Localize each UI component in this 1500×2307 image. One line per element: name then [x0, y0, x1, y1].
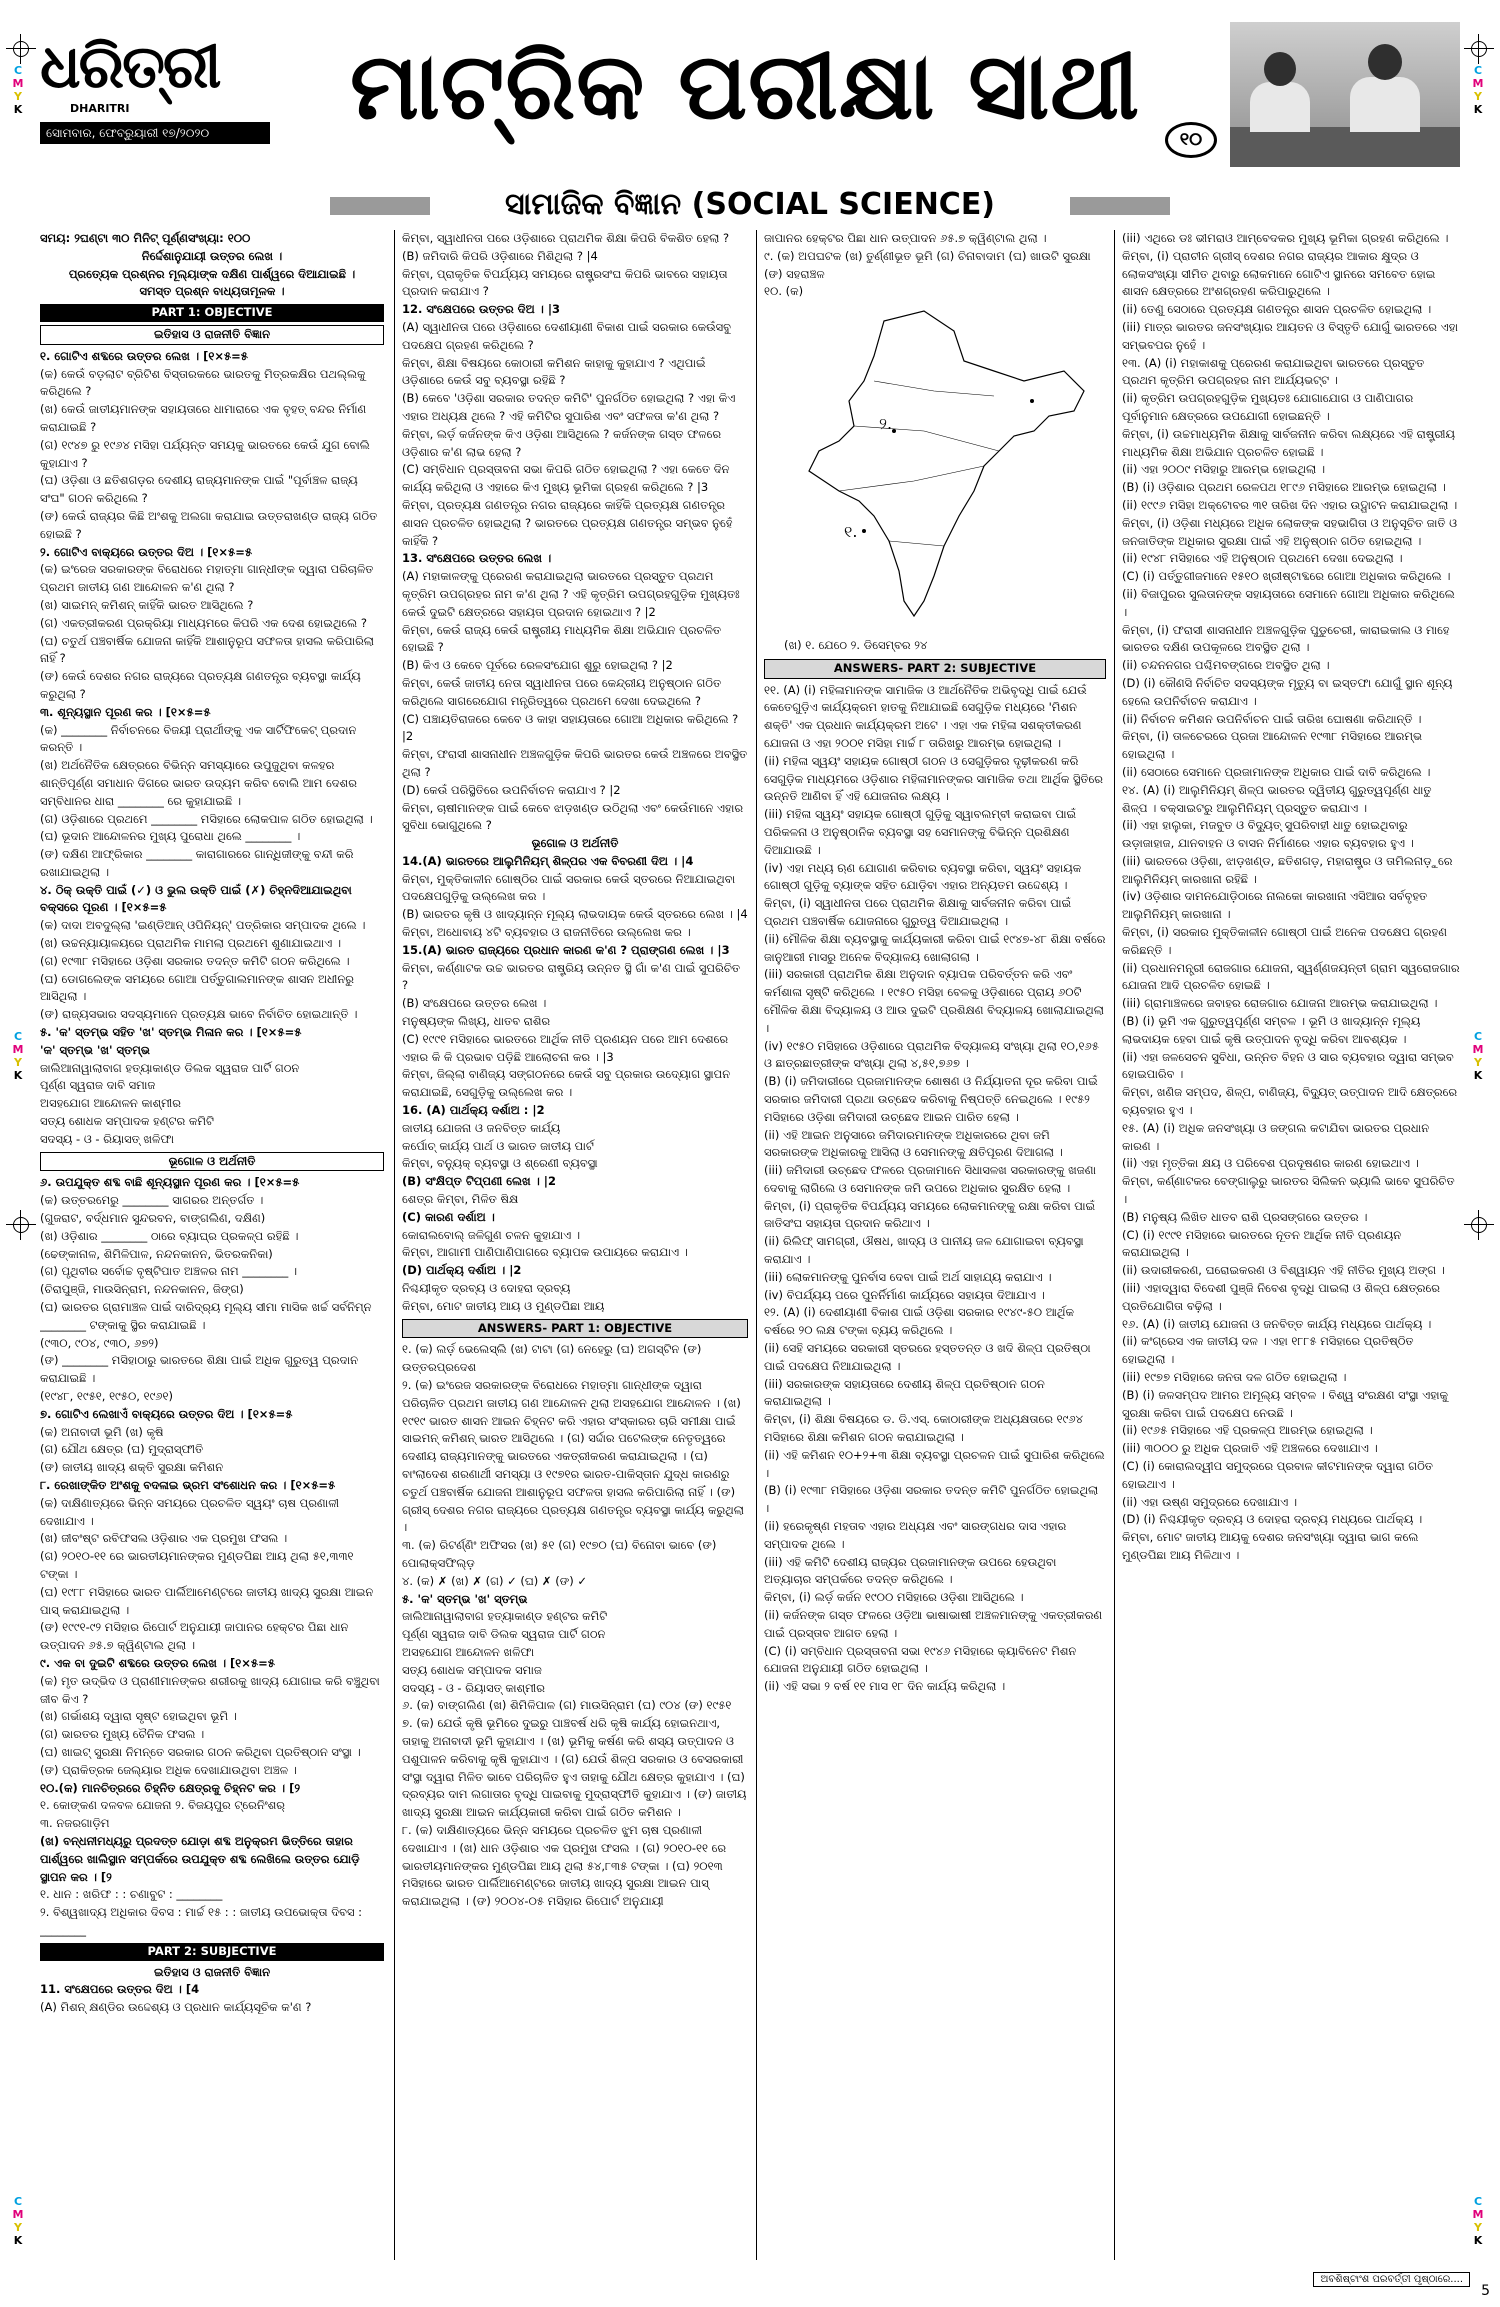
text-line: (ii) ଉଦାରୀକରଣ, ଘରୋଇକରଣ ଓ ବିଶ୍ୱାୟନ ଏହି ନୀତିର ମୁଖ୍ୟ ଅଙ୍ଗ ।: [1122, 1263, 1445, 1278]
text-line: କିମ୍ବା, କେଉଁ ରାଜ୍ୟ କେଉଁ ରାଷ୍ଟ୍ରୀୟ ମାଧ୍ୟମିକ ଶିକ୍ଷା ଅଭିଯାନ ପ୍ରଚଳିତ ହୋଇଛି ?: [402, 622, 722, 655]
desk-shape: [1230, 127, 1460, 167]
text-line: 15.(A) ଭାରତ ରାଜ୍ୟରେ ପ୍ରଧାନ କାରଣ କ'ଣ ? ପ୍ରାଙ୍ଗଣ ଲେଖ । |3: [402, 942, 730, 957]
text-line: (ii) ଏହା ୨୦୦୯ ମସିହାରୁ ଆରମ୍ଭ ହୋଇଥିଲା ।: [1122, 462, 1326, 477]
text-line: (ii) ମହିଳା ସ୍ୱୟଂ ସହାୟକ ଗୋଷ୍ଠୀ ଗଠନ ଓ ସେଗୁଡ଼ିକର ଦୃଢ଼ୀକରଣ କରି ସେଗୁଡ଼ିକ ମାଧ୍ୟମରେ ଓଡ଼ିଶାର ମହିଳାମାନଙ୍କର ସାମାଜିକ ତଥା ଆର୍ଥିକ ସ୍ଥିତିରେ ଉନ୍ନତି ଆଣିବା ହିଁ ଏହି ଯୋଜନାର ଲକ୍ଷ୍ୟ ।: [764, 753, 1104, 804]
text-line: (ii) ସେଠାରେ ସେମାନେ ପ୍ରଜାମାନଙ୍କ ଅଧିକାର ପାଇଁ ଦାବି କରିଥିଲେ ।: [1122, 764, 1431, 779]
text-line: ପୂର୍ଣ୍ଣ ସ୍ୱରାଜ ଦାବି ଡିଲକ ସ୍ୱରାଜ ପାର୍ଟି ଗଠନ: [402, 1627, 606, 1642]
text-line: ୨. ବିଶ୍ୱଖାଦ୍ୟ ଅଧିକାର ଦିବସ : ମାର୍ଚ୍ଚ ୧୫ : : ଜାତୀୟ ଉପଭୋକ୍ତା ଦିବସ : ________: [40, 1905, 362, 1937]
student-figure: [1250, 82, 1310, 132]
text-line: (iii) ୩୦୦୦ ରୁ ଅଧିକ ପ୍ରଜାତି ଏହି ଅଞ୍ଚଳରେ ଦେଖାଯାଏ ।: [1122, 1441, 1378, 1456]
text-line: (ii) ହରେକୃଷ୍ଣ ମହତାବ ଏହାର ଅଧ୍ୟକ୍ଷ ଏବଂ ସାରଙ୍ଗଧର ଦାସ ଏହାର ସମ୍ପାଦକ ଥିଲେ ।: [764, 1519, 1067, 1551]
text-line: (କ) ଦାଦା ଅବଦୁଲ୍ଲା 'ଇଣ୍ଡିଆନ୍ ଓପିନିୟନ୍' ପତ୍ରିକାର ସମ୍ପାଦକ ଥିଲେ ।: [40, 918, 366, 933]
text-line: ୧୪. (A) (i) ଆଲୁମିନିୟମ୍ ଶିଳ୍ପ ଭାରତର ଦ୍ୱିତୀୟ ଗୁରୁତ୍ୱପୂର୍ଣ୍ଣ ଧାତୁ ଶିଳ୍ପ । ବକ୍ସାଇଟରୁ ଆଲୁମିନିୟମ୍ ପ୍ରସ୍ତୁତ କରାଯାଏ ।: [1122, 782, 1432, 815]
text-line: ୪. (କ) ✗ (ଖ) ✗ (ଗ) ✓ (ଘ) ✗ (ଙ) ✓: [402, 1573, 587, 1588]
text-line: ୮. (କ) ଦାକ୍ଷିଣାତ୍ୟରେ ଭିନ୍ନ ସମୟରେ ପ୍ରଚଳିତ ଝୁମ ଚାଷ ପ୍ରଣାଳୀ ଦେଖାଯାଏ । (ଖ) ଧାନ ଓଡ଼ିଶାର ଏକ ପ୍ରମୁଖ ଫସଲ । (ଗ) ୨୦୧୦-୧୧ ରେ ଭାରତୀୟମାନଙ୍କର ମୁଣ୍ଡପିଛା ଆୟ ଥିଲା ୫୪,୮୩୫ ଟଙ୍କା । (ଘ) ୨୦୧୩ ମସିହାରେ ଭାରତ ପାର୍ଲିଆମେଣ୍ଟରେ ଜାତୀୟ ଖାଦ୍ୟ ସୁରକ୍ଷା ଆଇନ ପାସ୍ କରାଯାଇଥିଲା । (ଙ) ୨୦୦୪-୦୫ ମସିହାର ରିପୋର୍ଟ ଅନୁଯାୟୀ: [402, 1822, 727, 1909]
text-line: (ଗ) ଏକତ୍ରୀକରଣ ପ୍ରକ୍ରିୟା ମାଧ୍ୟମରେ କିପରି ଏକ ଦେଶ ହୋଇଥିଲେ ?: [40, 615, 367, 630]
text-line: କିମ୍ବା, କେଉଁ ଜାତୀୟ ନେତା ସ୍ୱାଧୀନତା ପରେ କେନ୍ଦ୍ରୀୟ ଅନୁଷ୍ଠାନ ଗଠିତ କରିଥିଲେ ସାଗରେଯୋଗ ମନ୍ତ୍ରିତ୍ୱରେ ପ୍ରଥମେ ଦେଖା ଦେଇଥିଲେ ?: [402, 675, 722, 708]
state-lines: [839, 381, 999, 546]
text-line: (iii) ମାତ୍ର ଭାରତର ଜନସଂଖ୍ୟାର ଆୟତନ ଓ ବିସ୍ତୃତି ଯୋଗୁଁ ଭାରତରେ ଏହା ସମ୍ଭବପର ନୁହେଁ ।: [1122, 319, 1459, 352]
text-line: ଇତିହାସ ଓ ରାଜନୀତି ବିଜ୍ଞାନ: [153, 1964, 270, 1979]
text-line: କିମ୍ବା, (i) ତାଳଚେରରେ ପ୍ରଜା ଆନ୍ଦୋଳନ ୧୯୩୮ ମସିହାରେ ଆରମ୍ଭ ହୋଇଥିଲା ।: [1122, 729, 1423, 762]
column-divider: [756, 230, 757, 2260]
text-line: (ii) ଏହା ଜଳସେଚନ ସୁବିଧା, ଉନ୍ନତ ବିହନ ଓ ସାର ବ୍ୟବହାର ଦ୍ୱାରା ସମ୍ଭବ ହୋଇପାରିବ ।: [1122, 1049, 1454, 1082]
text-line: (iii) ଏହି କମିଟି ଦେଶୀୟ ରାଜ୍ୟର ପ୍ରଜାମାନଙ୍କ ଉପରେ ହେଉଥିବା ଅତ୍ୟାଚାର ସମ୍ପର୍କରେ ତଦନ୍ତ କରିଥିଲେ ।: [764, 1554, 1057, 1587]
text-line: ୧୦.(କ) ମାନଚିତ୍ରରେ ଚିହ୍ନିତ କ୍ଷେତ୍ରକୁ ଚିହ୍ନଟ କର । [୨: [40, 1780, 301, 1795]
text-line: (ଗ) ପୃଥିବୀର ସର୍ବୋଚ୍ଚ ବୃଷ୍ଟିପାତ ଅଞ୍ଚଳର ନାମ ________ ।: [40, 1264, 298, 1279]
text-line: ୧୦. (କ): [764, 284, 804, 299]
text-line: କିମ୍ବା, (i) ପ୍ରାକୃତିକ ବିପର୍ଯ୍ୟୟ ସମୟରେ ଲୋକମାନଙ୍କୁ ରକ୍ଷା କରିବା ପାଇଁ ଜାତିସଂଘ ସହାୟତା ପ୍ରଦାନ କରିଥାଏ ।: [764, 1198, 1096, 1231]
text-line: (ii) ୧୯୯୬ ମସିହା ଅକ୍ଟୋବର ୩୧ ତାରିଖ ଦିନ ଏହାର ଉଦ୍ଘାଟନ କରାଯାଇଥିଲା ।: [1122, 497, 1458, 512]
text-line: ମନୁଷ୍ୟଙ୍କ ଲିଖ୍ୟ, ଧାତବ ରାଶିର: [402, 1014, 551, 1029]
column-1: [40, 230, 384, 2260]
text-line: (ଙ) ରାଜ୍ୟସଭାର ସଦସ୍ୟମାନେ ପ୍ରତ୍ୟକ୍ଷ ଭାବେ ନିର୍ବାଚିତ ହୋଇଥାନ୍ତି ।: [40, 1007, 358, 1022]
text-line: କିମ୍ବା, ଖଣିଜ ସମ୍ପଦ, ଶିଳ୍ପ, ବାଣିଜ୍ୟ, ବିଦ୍ୟୁତ୍ ଉତ୍ପାଦନ ଆଦି କ୍ଷେତ୍ରରେ ବ୍ୟବହାର ହୁଏ ।: [1122, 1085, 1458, 1118]
text-line: (C) (i) କୋରାଲଦ୍ୱୀପ ସମୁଦ୍ରରେ ପ୍ରବାଳ କୀଟମାନଙ୍କ ଦ୍ୱାରା ଗଠିତ ହୋଇଥାଏ ।: [1122, 1458, 1433, 1491]
text-line: (ଖ) ଉଚ୍ଚନ୍ୟାୟାଳୟରେ ପ୍ରାଥମିକ ମାମଲା ପ୍ରଥମେ ଶୁଣାଯାଇଥାଏ ।: [40, 936, 342, 951]
text-line: (C) ସମ୍ବିଧାନ ପ୍ରସ୍ତାବନା ସଭା କିପରି ଗଠିତ ହୋଇଥିଲା ? ଏହା କେତେ ଦିନ କାର୍ଯ୍ୟ କରିଥିଲା ଓ ଏହାରେ କିଏ ମୁଖ୍ୟ ଭୂମିକା ଗ୍ରହଣ କରିଥିଲେ ? |3: [402, 462, 730, 495]
text-line: କିମ୍ବା, (i) ଲର୍ଡ଼ କର୍ଜନ ୧୯୦୦ ମସିହାରେ ଓଡ଼ିଶା ଆସିଥିଲେ ।: [764, 1590, 1024, 1605]
text-line: କିମ୍ବା, (i) ପ୍ରାଚୀନ ଗ୍ରୀସ୍ ଦେଶର ନଗର ରାଜ୍ୟର ଆକାର କ୍ଷୁଦ୍ର ଓ ଲୋକସଂଖ୍ୟା ସୀମିତ ଥିବାରୁ ଲୋକମାନେ ଗୋଟିଏ ସ୍ଥାନରେ ସମବେତ ହୋଇ ଶାସନ କ୍ଷେତ୍ରରେ ଅଂଶଗ୍ରହଣ କରିପାରୁଥିଲେ ।: [1122, 248, 1436, 299]
text-line: ପୂର୍ଣ୍ଣ ସ୍ୱରାଜ ଦାବି ସମାଜ: [40, 1078, 156, 1093]
text-line: (ଘ) ଓଡ଼ିଶା ଓ ଛତିଶଗଡ଼ର ଦେଶୀୟ ରାଜ୍ୟମାନଙ୍କ ପାଇଁ "ପୂର୍ବାଞ୍ଚଳ ରାଜ୍ୟ ସଂଘ" ଗଠନ କରିଥିଲେ ?: [40, 473, 358, 506]
text-line: (C) (i) ସମ୍ବିଧାନ ପ୍ରସ୍ତାବନା ସଭା ୧୯୪୬ ମସିହାରେ କ୍ୟାବିନେଟ ମିଶନ ଯୋଜନା ଅନୁଯାୟୀ ଗଠିତ ହୋଇଥିଲା ।: [764, 1643, 1077, 1676]
text-line: (ଖ) ଅର୍ଥନୈତିକ କ୍ଷେତ୍ରରେ ବିଭିନ୍ନ ସମସ୍ୟାରେ ଉପୁଜୁଥିବା କଳହର ଶାନ୍ତିପୂର୍ଣ୍ଣ ସମାଧାନ ଦିଗରେ ଭାରତ ଉଦ୍ୟମ କରିବ ବୋଲି ଆମ ଦେଶର ସମ୍ବିଧାନର ଧାରା ________ ରେ କୁହାଯାଇଛି ।: [40, 758, 357, 808]
text-line: (ii) ୧୯୪୮ ମସିହାରେ ଏହି ଅନୁଷ୍ଠାନ ପ୍ରଥମେ ଦେଖା ଦେଇଥିଲା ।: [1122, 551, 1403, 566]
text-line: ନିର୍ଦ୍ଦେଶାନୁଯାୟୀ ଉତ୍ତର ଲେଖ ।: [141, 248, 283, 263]
text-line: (ii) ରିଲିଫ୍ ସାମଗ୍ରୀ, ଔଷଧ, ଖାଦ୍ୟ ଓ ପାନୀୟ ଜଳ ଯୋଗାଇବା ବ୍ୟବସ୍ଥା କରାଯାଏ ।: [764, 1234, 1084, 1267]
text-line: ୨. (କ) ଇଂରେଜ ସରକାରଙ୍କ ବିରୋଧରେ ମହାତ୍ମା ଗାନ୍ଧୀଙ୍କ ଦ୍ୱାରା ପରିଚାଳିତ ପ୍ରଥମ ଜାତୀୟ ଗଣ ଆନ୍ଦୋଳନ ଥିଲା ଅସହଯୋଗ ଆନ୍ଦୋଳନ । (ଖ) ୧୯୧୯ ଭାରତ ଶାସନ ଆଇନ ଚିହ୍ନଟ କରି ଏହାର ସଂସ୍କାରର ଚାରି ସମୀକ୍ଷା ପାଇଁ ସାଇମନ୍ କମିଶନ୍ ଭାରତ ଆସିଥିଲେ । (ଗ) ସର୍ଦ୍ଦାର ପଟେଲଙ୍କ ନେତୃତ୍ୱରେ ଦେଶୀୟ ରାଜ୍ୟମାନଙ୍କୁ ଭାରତରେ ଏକତ୍ରୀକରଣ କରାଯାଇଥିଲା । (ଘ) ବାଂଲାଦେଶ ଶରଣାର୍ଥୀ ସମସ୍ୟା ଓ ୧୯୭୧ର ଭାରତ-ପାକିସ୍ତାନ ଯୁଦ୍ଧ କାରଣରୁ ଚତୁର୍ଥ ପଞ୍ଚବାର୍ଷିକ ଯୋଜନା ଆଶାନୁରୂପ ସଫଳତା ହାସଲ କରିପାରିଲା ନାହିଁ । (ଙ) ଗ୍ରୀସ୍ ଦେଶର ନଗର ରାଜ୍ୟରେ ପ୍ରତ୍ୟକ୍ଷ ଗଣତନ୍ତ୍ର ବ୍ୟବସ୍ଥା କାର୍ଯ୍ୟ କରୁଥିଲା ।: [402, 1378, 744, 1535]
text-line: (iv) ୧୯୫୦ ମସିହାରେ ଓଡ଼ିଶାରେ ପ୍ରାଥମିକ ବିଦ୍ୟାଳୟ ସଂଖ୍ୟା ଥିଲା ୧୦,୧୬୫ ଓ ଛାତ୍ରଛାତ୍ରୀଙ୍କ ସଂଖ୍ୟା ଥିଲା ୪,୫୧,୭୬୭ ।: [764, 1038, 1099, 1071]
text-line: (ଘ) ଖାଇଟ୍ ସୁରକ୍ଷା ନିମନ୍ତେ ସରକାର ଗଠନ କରିଥିବା ପ୍ରତିଷ୍ଠାନ ସଂସ୍ଥା ।: [40, 1744, 361, 1759]
text-line: 14.(A) ଭାରତରେ ଆଲୁମିନିୟମ୍ ଶିଳ୍ପର ଏକ ବିବରଣୀ ଦିଅ । |4: [402, 853, 694, 868]
text-line: (D) କେଉଁ ପରିସ୍ଥିତିରେ ଉପନିର୍ବାଚନ କରାଯାଏ ? |2: [402, 782, 621, 797]
text-line: (କ) ଇଂରେଜ ସରକାରଙ୍କ ବିରୋଧରେ ମହାତ୍ମା ଗାନ୍ଧୀଙ୍କ ଦ୍ୱାରା ପରିଚାଳିତ ପ୍ରଥମ ଜାତୀୟ ଗଣ ଆନ୍ଦୋଳନ କ'ଣ ଥିଲା ?: [40, 562, 374, 595]
text-line: ଅସହଯୋଗ ଆନ୍ଦୋଳନ ଖଳିଫା: [402, 1644, 535, 1659]
text-line: (ଙ) ________ ମସିହାଠାରୁ ଭାରତରେ ଶିକ୍ଷା ପାଇଁ ଅଧିକ ଗୁରୁତ୍ୱ ପ୍ରଦାନ କରାଯାଇଛି ।: [40, 1353, 359, 1386]
text-line: (iv) ଓଡ଼ିଶାର ଦାମନଯୋଡ଼ିଠାରେ ନାଲକୋ କାରଖାନା ଏସିଆର ସର୍ବବୃହତ ଆଲୁମିନିୟମ୍ କାରଖାନା ।: [1122, 889, 1428, 922]
part-heading: PART 2: SUBJECTIVE: [40, 1943, 384, 1961]
header-bar-right: [1070, 197, 1170, 215]
text-line: (ଢେଙ୍କାନାଳ, ଶିମିଳିପାଳ, ନନ୍ଦନକାନନ, ଭିତରକନିକା): [40, 1246, 273, 1261]
text-line: ୧୬. (A) (i) ଜାତୀୟ ଯୋଜନା ଓ ଜନବିତ୍ତ କାର୍ଯ୍ୟ ମଧ୍ୟରେ ପାର୍ଥକ୍ୟ ।: [1122, 1316, 1432, 1331]
text-line: (ଙ) ୧୯୯୧-୯୨ ମସିହାର ରିପୋର୍ଟ ଅନୁଯାୟୀ ଜାପାନର ହେକ୍ଟର ପିଛା ଧାନ ଉତ୍ପାଦନ ୬୫.୭ କ୍ୱିଣ୍ଟାଲ ଥିଲା ।: [40, 1620, 349, 1653]
text-line: (ii) ପ୍ରଧାନମନ୍ତ୍ରୀ ରୋଜଗାର ଯୋଜନା, ସ୍ୱର୍ଣ୍ଣଜୟନ୍ତୀ ଗ୍ରାମ ସ୍ୱରୋଜଗାର ଯୋଜନା ଆଦି ପ୍ରଚଳିତ ହୋଇଛି ।: [1122, 960, 1460, 993]
part-heading: PART 1: OBJECTIVE: [40, 304, 384, 322]
text-line: ପ୍ରତ୍ୟେକ ପ୍ରଶ୍ନର ମୂଲ୍ୟାଙ୍କ ଦକ୍ଷିଣ ପାର୍ଶ୍ୱରେ ଦିଆଯାଇଛି ।: [68, 266, 356, 281]
color-bar: C M Y K: [12, 64, 24, 116]
text-line: (ii) ତେଣୁ ସେଠାରେ ପ୍ରତ୍ୟକ୍ଷ ଗଣତନ୍ତ୍ର ଶାସନ ପ୍ରଚଳିତ ହୋଇଥିଲା ।: [1122, 302, 1432, 317]
text-line: କିମ୍ବା, (i) ସରକାର ମୁକ୍ତିକାଳୀନ ଗୋଷ୍ଠୀ ପାଇଁ ଅନେକ ପଦକ୍ଷେପ ଗ୍ରହଣ କରିଛନ୍ତି ।: [1122, 925, 1447, 957]
text-line: (B) (i) ଜଳସମ୍ପଦ ଆମର ଅମୂଲ୍ୟ ସମ୍ବଳ । ବିଶ୍ୱ ସଂରକ୍ଷଣ ସଂସ୍ଥା ଏହାକୁ ସୁରକ୍ଷା କରିବା ପାଇଁ ପଦକ୍ଷେପ ନେଉଛି ।: [1122, 1387, 1449, 1420]
text-line: (ii) କଂଗ୍ରେସ ଏକ ଜାତୀୟ ଦଳ । ଏହା ୧୮୮୫ ମସିହାରେ ପ୍ରତିଷ୍ଠିତ ହୋଇଥିଲା ।: [1122, 1334, 1414, 1367]
text-line: (C) ୧୯୯୧ ମସିହାରେ ଭାରତରେ ଆର୍ଥିକ ନୀତି ପ୍ରଣୟନ ପରେ ଆମ ଦେଶରେ ଏହାର କି କି ପ୍ରଭାବ ପଡ଼ିଛି ଆଲୋଚନା କର । |3: [402, 1031, 729, 1064]
text-line: (C) (i) ୧୯୯୧ ମସିହାରେ ଭାରତରେ ନୂତନ ଆର୍ଥିକ ନୀତି ପ୍ରଣୟନ କରାଯାଇଥିଲା ।: [1122, 1227, 1402, 1260]
text-line: ଅସହଯୋଗ ଆନ୍ଦୋଳନ କାଶ୍ମୀର: [40, 1096, 182, 1111]
text-line: ୧. (କ) ଲର୍ଡ଼ ଭେଲେସ୍ଲି (ଖ) ଟାଟା (ଗ) ନେହେରୁ (ଘ) ଅଗସ୍ଟିନ (ଙ) ଉତ୍ତରପ୍ରଦେଶ: [402, 1342, 702, 1375]
section-header: [330, 185, 1170, 225]
continued-note: ଅବଶିଷ୍ଟାଂଶ ପରବର୍ତ୍ତୀ ପୃଷ୍ଠାରେ....: [1313, 2272, 1470, 2287]
color-bar: C M Y K: [12, 2195, 24, 2247]
logo-text: ଧରିତ୍ରୀ: [40, 32, 220, 102]
page-title: ମାଟ୍ରିକ ପରୀକ୍ଷା ସାଥୀ: [349, 33, 1141, 140]
text-line: (ii) ବିଜାପୁରର ସୁଲତାନଙ୍କ ସହାୟତାରେ ସେମାନେ ଗୋଆ ଅଧିକାର କରିଥିଲେ ।: [1122, 586, 1455, 619]
answers-heading: ANSWERS- PART 1: OBJECTIVE: [402, 1319, 748, 1339]
text-line: ସତ୍ୟ ଶୋଧକ ସମ୍ପାଦକ ସମାଜ: [402, 1662, 542, 1677]
map-point-2: [892, 429, 896, 433]
text-line: ୧୧. (A) (i) ମହିଳାମାନଙ୍କ ସାମାଜିକ ଓ ଆର୍ଥନୈତିକ ଅଭିବୃଦ୍ଧି ପାଇଁ ଯେଉଁ କେତେଗୁଡ଼ିଏ କାର୍ଯ୍ୟକ୍ରମ ହାତକୁ ନିଆଯାଇଛି ସେଗୁଡ଼ିକ ମଧ୍ୟରେ 'ମିଶନ ଶକ୍ତି' ଏକ ପ୍ରଧାନ କାର୍ଯ୍ୟକ୍ରମ ଅଟେ । ଏହା ଏକ ମହିଳା ସଶକ୍ତୀକରଣ ଯୋଜନା ଓ ଏହା ୨୦୦୧ ମସିହା ମାର୍ଚ୍ଚ ୮ ତାରିଖରୁ ଆରମ୍ଭ ହୋଇଥିଲା ।: [764, 682, 1087, 750]
text-line: (ଚିରାପୁଞ୍ଜି, ମାଉସିନ୍ରାମ, ନନ୍ଦନକାନନ, ଜିଙ୍ଗ): [40, 1282, 244, 1297]
text-line: (iii) ଭାରତରେ ଓଡ଼ିଶା, ଝାଡ଼ଖଣ୍ଡ, ଛତିଶଗଡ଼, ମହାରାଷ୍ଟ୍ର ଓ ତାମିଲନାଡ଼ୁରେ ଆଲୁମିନିୟମ୍ କାରଖାନା ରହିଛି ।: [1122, 853, 1453, 886]
text-line: ୩. ଶୂନ୍ୟସ୍ଥାନ ପୂରଣ କର । [୧×୫=୫: [40, 704, 211, 719]
color-bar: C M Y K: [1472, 2195, 1484, 2247]
column-3: [764, 230, 1106, 2260]
text-line: (D) (i) କୌଣସି ନିର୍ବାଚିତ ସଦସ୍ୟଙ୍କ ମୃତ୍ୟୁ ବା ଇସ୍ତଫା ଯୋଗୁଁ ସ୍ଥାନ ଶୂନ୍ୟ ହେଲେ ଉପନିର୍ବାଚନ କରାଯାଏ ।: [1122, 675, 1453, 708]
text-line: (ଙ) ଜାତୀୟ ଖାଦ୍ୟ ଶକ୍ତି ସୁରକ୍ଷା କମିଶନ: [40, 1460, 224, 1475]
text-line: (ଗ) ଯୌଥ କ୍ଷେତ୍ର (ଘ) ମୁଦ୍ରାସ୍ଫୀତି: [40, 1442, 204, 1457]
text-line: (iii) ଲୋକମାନଙ୍କୁ ପୁନର୍ବାସ ଦେବା ପାଇଁ ଅର୍ଥ ସାହାଯ୍ୟ କରାଯାଏ ।: [764, 1269, 1052, 1284]
column-3-answers: [764, 659, 1106, 1696]
text-line: କିମ୍ବା, (i) ଶିକ୍ଷା ବିଷୟରେ ଡ. ଡି.ଏସ୍. କୋଠାରୀଙ୍କ ଅଧ୍ୟକ୍ଷତାରେ ୧୯୬୪ ମସିହାରେ ଶିକ୍ଷା କମିଶନ ଗଠନ କରାଯାଇଥିଲା ।: [764, 1412, 1083, 1445]
text-line: (B) (i) ଭୂମି ଏକ ଗୁରୁତ୍ୱପୂର୍ଣ୍ଣ ସମ୍ବଳ । ଭୂମି ଓ ଖାଦ୍ୟାନ୍ନ ମୂଲ୍ୟ ଲାଭଦାୟକ ହେବା ପାଇଁ କୃଷି ଉତ୍ପାଦନ ବୃଦ୍ଧି କରିବା ଆବଶ୍ୟକ ।: [1122, 1014, 1421, 1046]
answers-heading: ANSWERS- PART 2: SUBJECTIVE: [764, 659, 1106, 679]
text-line: (B) ସଂକ୍ଷେପରେ ଉତ୍ତର ଲେଖ ।: [402, 996, 547, 1011]
text-line: (ଗୁଜରାଟ, ବର୍ଦ୍ଧମାନ ସୁନ୍ଦରବନ, ବାଙ୍ଗଲିଣ, ଦକ୍ଷିଣ): [40, 1211, 266, 1226]
text-line: ୧୫. (A) (i) ଅଧିକ ଜନସଂଖ୍ୟା ଓ ଜଙ୍ଗଲ କଟାଯିବା ଭାରତର ପ୍ରଧାନ କାରଣ ।: [1122, 1120, 1430, 1153]
text-line: (ଘ) ଚତୁର୍ଥ ପଞ୍ଚବାର୍ଷିକ ଯୋଜନା କାହିଁକି ଆଶାନୁରୂପ ସଫଳତା ହାସଲ କରିପାରିଲା ନାହିଁ ?: [40, 633, 375, 666]
text-line: କିମ୍ବା, ସ୍ୱାଧୀନତା ପରେ ଓଡ଼ିଶାରେ ପ୍ରାଥମିକ ଶିକ୍ଷା କିପରି ବିକଶିତ ହେଲା ?: [402, 231, 730, 245]
text-line: (କ) ________ ନିର୍ବାଚନରେ ବିଜୟୀ ପ୍ରାର୍ଥୀଙ୍କୁ ଏକ ସାର୍ଟିଫିକେଟ୍ ପ୍ରଦାନ କରନ୍ତି ।: [40, 722, 357, 755]
text-line: 11. ସଂକ୍ଷେପରେ ଉତ୍ତର ଦିଅ । [4: [40, 1982, 200, 1997]
text-line: 'କ' ସ୍ତମ୍ଭ 'ଖ' ସ୍ତମ୍ଭ: [40, 1042, 150, 1057]
color-bar: C M Y K: [1472, 1030, 1484, 1082]
header-bar-left: [330, 197, 430, 215]
text-line: ୧. ଗୋଟିଏ ଶବ୍ଦରେ ଉତ୍ତର ଲେଖ । [୧×୫=୫: [40, 348, 248, 363]
text-line: (C) କାରଣ ଦର୍ଶାଅ ।: [402, 1209, 495, 1224]
text-line: 16. (A) ପାର୍ଥକ୍ୟ ଦର୍ଶାଅ : |2: [402, 1103, 545, 1118]
student-head: [1264, 52, 1296, 86]
text-line: ୩. (କ) ରିଟର୍ଣ୍ଣିଂ ଅଫିସର (ଖ) ୫୧ (ଗ) ୧୯୭୦ (ଘ) ବିନୋବା ଭାବେ (ଙ) ପୋଲାକ୍ସଫିଲ୍ଡ଼: [402, 1538, 717, 1570]
map-label-1: ୨.: [879, 414, 893, 434]
text-line: (A) ସ୍ୱାଧୀନତା ପରେ ଓଡ଼ିଶାରେ ଦେଶୀୟାଣୀ ବିକାଶ ପାଇଁ ସରକାର କେଉଁସବୁ ପଦକ୍ଷେପ ଗ୍ରହଣ କରିଥିଲେ ?: [402, 319, 732, 352]
column-divider: [394, 230, 395, 2260]
text-line: ସତ୍ୟ ଶୋଧକ ସମ୍ପାଦକ ହଣ୍ଟର କମିଟି: [40, 1114, 214, 1129]
map-point-1: [862, 529, 866, 533]
map-answer: (ଖ) ୧. ଯେଠେ ୨. ଡିସେମ୍ବର ୨୪: [784, 637, 928, 652]
text-line: କିମ୍ବା, ମୁକ୍ତିକାଳୀନ ଗୋଷ୍ଠିର ପାଇଁ ସରକାର କେଉଁ ସ୍ତରରେ ନିଆଯାଇଥିବା ପଦକ୍ଷେପଗୁଡ଼ିକୁ ଉଲ୍ଲେଖ କର ।: [402, 871, 736, 904]
text-line: ୮. ରେଖାଙ୍କିତ ଅଂଶକୁ ବଦଳାଇ ଭ୍ରମ ସଂଶୋଧନ କର । [୧×୫=୫: [40, 1477, 336, 1492]
text-line: (ଘ) ଭୂଦାନ ଆନ୍ଦୋଳନର ମୁଖ୍ୟ ପୁରୋଧା ଥିଲେ ________ ।: [40, 829, 301, 844]
text-line: କିମ୍ବା, ଶିକ୍ଷା ବିଷୟରେ କୋଠାରୀ କମିଶନ କାହାକୁ କୁହାଯାଏ ? ଏଥିପାଇଁ ଓଡ଼ିଶାରେ କେଉଁ ସବୁ ବ୍ୟବସ୍ଥା ରହିଛି ?: [402, 355, 706, 388]
text-line: (ii) ଏହା ହାଲୁକା, ମଜବୁତ ଓ ବିଦ୍ୟୁତ୍ ସୁପରିବାହୀ ଧାତୁ ହୋଇଥିବାରୁ ଉଡ଼ାଜାହାଜ, ଯାନବାହନ ଓ ବାସନ ନିର୍ମାଣରେ ଏହାର ବ୍ୟବହାର ହୁଏ ।: [1122, 818, 1414, 851]
text-line: (ଗ) ଭାରତର ମୁଖ୍ୟ ଚୈନିକ ଫସଲ ।: [40, 1727, 205, 1742]
text-line: କିମ୍ବା, (i) ଓଡ଼ିଶା ମଧ୍ୟରେ ଅଧିକ ଲୋକଙ୍କ ସହଭାଗିତା ଓ ଅନୁସୂଚିତ ଜାତି ଓ ଜନଜାତିଙ୍କ ଅଧିକାର ସୁରକ୍ଷା ପାଇଁ ଏହି ଅନୁଷ୍ଠାନ ଗଠିତ ହୋଇଥିଲା ।: [1122, 515, 1458, 548]
text-line: (iii) ୧୯୭୭ ମସିହାରେ ଜନତା ଦଳ ଗଠିତ ହୋଇଥିଲା ।: [1122, 1370, 1347, 1384]
text-line: ୫. 'କ' ସ୍ତମ୍ଭ 'ଖ' ସ୍ତମ୍ଭ: [402, 1591, 528, 1606]
text-line: (୯୩୦, ୯୦୪, ୯୩୦, ୬୭୨): [40, 1335, 159, 1350]
text-line: (ଘ) ଡୋଗଲେଙ୍କ ସମୟରେ ଗୋଆ ପର୍ତ୍ତୁଗାଲମାନଙ୍କ ଶାସନ ଅଧୀନରୁ ଆସିଥିଲା ।: [40, 971, 354, 1004]
text-line: (ଗ) ୨୦୧୦-୧୧ ରେ ଭାରତୀୟମାନଙ୍କର ମୁଣ୍ଡପିଛା ଆୟ ଥିଲା ୫୧,୩୩୧ ଟଙ୍କା ।: [40, 1549, 354, 1581]
text-line: ୯. ଏକ ବା ଦୁଇଟି ଶବ୍ଦରେ ଉତ୍ତର ଲେଖ । [୧×୫=୫: [40, 1655, 275, 1670]
text-line: ୬. (କ) ବାଙ୍ଗଲିଣ (ଖ) ଶିମିଳିପାଳ (ଗ) ମାଉସିନ୍ରାମ (ଘ) ୯୦୪ (ଙ) ୧୯୫୧: [402, 1698, 732, 1713]
text-line: (A) ମହାକାଳଙ୍କୁ ପ୍ରେରଣ କରାଯାଇଥିଲା ଭାରତରେ ପ୍ରସ୍ତୁତ ପ୍ରଥମ କୃତ୍ରିମ ଉପଗ୍ରହର ନାମ କ'ଣ ଥିଲା ? ଏହି କୃତ୍ରିମ ଉପଗ୍ରହଗୁଡ଼ିକ ମୁଖ୍ୟତଃ କେଉଁ ଦୁଇଟି କ୍ଷେତ୍ରରେ ସହାୟତା ପ୍ରଦାନ ହୋଇଥାଏ ? |2: [402, 569, 740, 619]
text-line: (ଘ) ୧୯୮୮ ମସିହାରେ ଭାରତ ପାର୍ଲିଆମେଣ୍ଟରେ ଜାତୀୟ ଖାଦ୍ୟ ସୁରକ୍ଷା ଆଇନ ପାସ୍ କରାଯାଇଥିଲା ।: [40, 1584, 374, 1617]
text-line: (ଖ) ସାଇମନ୍ କମିଶନ୍ କାହିଁକି ଭାରତ ଆସିଥିଲେ ?: [40, 597, 254, 612]
india-border: [809, 311, 1084, 616]
text-line: (ଙ) କେଉଁ ରାଜ୍ୟର କିଛି ଅଂଶକୁ ଅଲଗା କରାଯାଇ ଉତ୍ତରାଖଣ୍ଡ ରାଜ୍ୟ ଗଠିତ ହୋଇଛି ?: [40, 508, 378, 541]
subject-heading: ଇତିହାସ ଓ ରାଜନୀତି ବିଜ୍ଞାନ: [40, 325, 384, 345]
student-figure: [1350, 77, 1420, 132]
logo-subtitle: DHARITRI: [70, 102, 130, 115]
text-line: ଜାଲିଆନାୱାଲାବାଗ ହତ୍ୟାକାଣ୍ଡ ହଣ୍ଟର କମିଟି: [402, 1609, 608, 1624]
text-line: (C) ପଞ୍ଚାୟତିରାଜରେ କେବେ ଓ କାହା ସହାୟତାରେ ଗୋଆ ଅଧିକାର କରିଥିଲେ ? |2: [402, 711, 739, 744]
text-line: (କ) ଉତ୍ତରମେରୁ ________ ସାଗରର ଅନ୍ତର୍ଗତ ।: [40, 1193, 264, 1208]
text-line: ୭. (କ) ଯେଉଁ କୃଷି ଭୂମିରେ ଦୁଇରୁ ପାଞ୍ଚବର୍ଷ ଧରି କୃଷି କାର୍ଯ୍ୟ ହୋଇନଥାଏ, ତାହାକୁ ଅନାବାଦୀ ଭୂମି କୁହାଯାଏ । (ଖ) ଭୂମିକୁ କର୍ଷଣ କରି ଶସ୍ୟ ଉତ୍ପାଦନ ଓ ପଶୁପାଳନ କରିବାକୁ କୃଷି କୁହାଯାଏ । (ଗ) ଯେଉଁ ଶିଳ୍ପ ସରକାର ଓ ବେସରକାରୀ ସଂସ୍ଥା ଦ୍ୱାରା ମିଳିତ ଭାବେ ପରିଚାଳିତ ହୁଏ ତାହାକୁ ଯୌଥ କ୍ଷେତ୍ର କୁହାଯାଏ । (ଘ) ଦ୍ରବ୍ୟର ଦାମ ଲଗାତାର ବୃଦ୍ଧି ପାଇବାକୁ ମୁଦ୍ରାସ୍ଫୀତି କୁହାଯାଏ । (ଙ) ଜାତୀୟ ଖାଦ୍ୟ ସୁରକ୍ଷା ଆଇନ କାର୍ଯ୍ୟକାରୀ କରିବା ପାଇଁ ଗଠିତ କମିଶନ ।: [402, 1716, 747, 1820]
issue-date: ସୋମବାର, ଫେବ୍ରୁୟାରୀ ୧୭/୨୦୨୦: [40, 122, 270, 144]
text-line: (B) (i) ଜମିଦାରୀରେ ପ୍ରଜାମାନଙ୍କ ଶୋଷଣ ଓ ନିର୍ଯ୍ୟାତନା ଦୂର କରିବା ପାଇଁ ସରକାର ଜମିଦାରୀ ପ୍ରଥା ଉଚ୍ଛେଦ କରିବାକୁ ନିଷ୍ପତ୍ତି ନେଇଥିଲେ । ୧୯୫୨ ମସିହାରେ ଓଡ଼ିଶା ଜମିଦାରୀ ଉଚ୍ଛେଦ ଆଇନ ପାରିତ ହେଲା ।: [764, 1074, 1098, 1124]
text-line: (ii) ଏହା ମୃତ୍ତିକା କ୍ଷୟ ଓ ପରିବେଶ ପ୍ରଦୂଷଣର କାରଣ ହୋଇଥାଏ ।: [1122, 1156, 1419, 1171]
text-line: (iii) ସରକାରଙ୍କ ସହାୟତାରେ ଦେଶୀୟ ଶିଳ୍ପ ପ୍ରତିଷ୍ଠାନ ଗଠନ କରାଯାଇଥିଲା ।: [764, 1376, 1045, 1409]
text-line: କିମ୍ବା, କର୍ଣ୍ଣାଟକର ବେଙ୍ଗାଲୁରୁ ଭାରତର ସିଲିକନ ଭ୍ୟାଲି ଭାବେ ସୁପରିଚିତ ।: [1122, 1174, 1455, 1207]
column-4: [1122, 230, 1460, 2260]
text-line: (B) ଭାରତର କୃଷି ଓ ଖାଦ୍ୟାନ୍ନ ମୂଲ୍ୟ ଲାଭଦାୟକ କେଉଁ ସ୍ତରରେ ଲେଖ । |4: [402, 907, 748, 922]
text-line: କିମ୍ବା, ପ୍ରାକୃତିକ ବିପର୍ଯ୍ୟୟ ସମୟରେ ରାଷ୍ଟ୍ରସଂଘ କିପରି ଭାବରେ ସହାୟତା ପ୍ରଦାନ କରାଯାଏ ?: [402, 266, 728, 299]
text-line: କିମ୍ବା, ଅଧୋବାୟ ୪ଟି ବ୍ୟବହାର ଓ ରାଜନୀତିରେ ଉଲ୍ଲେଖ କର ।: [402, 925, 691, 940]
text-line: (B) ଜମିଦାରି କିପରି ଓଡ଼ିଶାରେ ମିଶିଥିଲା ? |4: [402, 248, 598, 263]
text-line: ସଦସ୍ୟ - ଓ - ରିୟାସତ୍ କାଶ୍ମୀର: [402, 1680, 545, 1695]
text-line: ଜାପାନର ହେକ୍ଟର ପିଛା ଧାନ ଉତ୍ପାଦନ ୬୫.୭ କ୍ୱିଣ୍ଟାଲ ଥିଲା ।: [764, 231, 1047, 245]
text-line: (ii) ନିର୍ବାଚନ କମିଶନ ଉପନିର୍ବାଚନ ପାଇଁ ତାରିଖ ଘୋଷଣା କରିଥାନ୍ତି ।: [1122, 711, 1422, 726]
section-title: ସାମାଜିକ ବିଜ୍ଞାନ (SOCIAL SCIENCE): [504, 187, 996, 222]
text-line: ୧. ଧାନ : ଖରିଫ : : ଚଣାବୁଟ : ________: [40, 1887, 223, 1902]
text-line: (B) ସଂକ୍ଷିପ୍ତ ଟିପ୍ପଣୀ ଲେଖ । |2: [402, 1174, 556, 1189]
page-badge: ୧୦: [1165, 122, 1217, 158]
map-point-3: [1030, 399, 1034, 403]
color-bar: C M Y K: [1472, 64, 1484, 116]
text-line: କିମ୍ବା, ଫରାସୀ ଶାସନାଧୀନ ଅଞ୍ଚଳଗୁଡ଼ିକ କିପରି ଭାରତର କେଉଁ ଅଞ୍ଚଳରେ ଅବସ୍ଥିତ ଥିଲା ?: [402, 747, 748, 779]
map-label-2: ୧.: [844, 522, 858, 542]
text-line: (ଖ) କେଉଁ ଜାତୀୟମାନଙ୍କ ସହାୟତାରେ ଧାମାରାରେ ଏକ ବୃହତ୍ ବନ୍ଦର ନିର୍ମାଣ କରାଯାଇଛି ?: [40, 402, 367, 434]
text-line: (ଙ) କେଉଁ ଦେଶର ନଗର ରାଜ୍ୟରେ ପ୍ରତ୍ୟକ୍ଷ ଗଣତନ୍ତ୍ର ବ୍ୟବସ୍ଥା କାର୍ଯ୍ୟ କରୁଥିଲା ?: [40, 669, 361, 701]
text-line: (କ) କେଉଁ ବଡ଼ଲାଟ ବ୍ରିଟିଶ ବିସ୍ତାରକରେ ଭାରତକୁ ମିତ୍ରକକ୍ଷିର ପଥଲ୍ଲକୁ କରିଥିଲେ ?: [40, 366, 366, 399]
text-line: କିମ୍ବା, କର୍ଣ୍ଣାଟକ ଉଚ୍ଚ ଭାରତର ରାଷ୍ଟ୍ରିୟ ଉନ୍ନତ ସ୍ଥି ଗାଁ କ'ଣ ପାଇଁ ସୁପରିଚିତ ?: [402, 960, 741, 993]
text-line: ୭. ଗୋଟିଏ ଲେଖାଏଁ ବାକ୍ୟରେ ଉତ୍ତର ଦିଅ । [୧×୫=୫: [40, 1406, 293, 1421]
text-line: କିମ୍ବା, ମୋଟ ଜାତୀୟ ଆୟକୁ ଦେଶର ଜନସଂଖ୍ୟା ଦ୍ୱାରା ଭାଗ କଲେ ମୁଣ୍ଡପିଛା ଆୟ ମିଳିଥାଏ ।: [1122, 1530, 1419, 1562]
text-line: ଶେତ୍ର କିମ୍ବା, ମିଳିତ ଷିକ୍ଷ: [402, 1192, 519, 1207]
text-line: (ଗ) ୧୯୩୮ ମସିହାରେ ଓଡ଼ିଶା ସରକାର ତଦନ୍ତ କମିଟି ଗଠନ କରିଥିଲେ ।: [40, 953, 350, 968]
text-line: (iii) ଜମିଦାରୀ ଉଚ୍ଛେଦ ଫଳରେ ପ୍ରଜାମାନେ ସିଧାସଳଖ ସରକାରଙ୍କୁ ଖଜଣା ଦେବାକୁ ଲାଗିଲେ ଓ ସେମାନଙ୍କ ଜମି ଉପରେ ଅଧିକାର ସୁରକ୍ଷିତ ହେଲା ।: [764, 1163, 1097, 1195]
page-number: 5: [1481, 2283, 1490, 2299]
text-line: ୨. ଗୋଟିଏ ବାକ୍ୟରେ ଉତ୍ତର ଦିଅ । [୧×୫=୫: [40, 544, 253, 559]
text-line: (iii) ସରକାରୀ ପ୍ରାଥମିକ ଶିକ୍ଷା ଅନୁଦାନ ବ୍ୟାପକ ପରିବର୍ତ୍ତନ କରି ଏବଂ କର୍ମଶାଳା ସୃଷ୍ଟି କରିଥିଲେ । ୧୯୫୦ ମସିହା ବେଳକୁ ଓଡ଼ିଶାରେ ପ୍ରାୟ ୬୦ଟି ମୌଳିକ ଶିକ୍ଷା ବିଦ୍ୟାଳୟ ଓ ଆଉ ଦୁଇଟି ପ୍ରଶିକ୍ଷଣ ବିଦ୍ୟାଳୟ ଖୋଲାଯାଇଥିଲା ।: [764, 967, 1104, 1035]
text-line: (iii) ମହିଳା ସ୍ୱୟଂ ସହାୟକ ଗୋଷ୍ଠୀ ଗୁଡ଼ିକୁ ସ୍ୱାବଲମ୍ବୀ କରାଇବା ପାଇଁ ପରିକଳନା ଓ ଅନୁଷ୍ଠାନିକ ବ୍ୟବସ୍ଥା ସହ ସେମାନଙ୍କୁ ବିଭିନ୍ନ ପ୍ରଶିକ୍ଷଣ ଦିଆଯାଉଛି ।: [764, 807, 1077, 857]
text-line: କିମ୍ବା, (i) ଉଚ୍ଚମାଧ୍ୟମିକ ଶିକ୍ଷାକୁ ସାର୍ବଜନୀନ କରିବା ଲକ୍ଷ୍ୟରେ ଏହି ରାଷ୍ଟ୍ରୀୟ ମାଧ୍ୟମିକ ଶିକ୍ଷା ଅଭିଯାନ ପ୍ରଚଳିତ ହୋଇଛି ।: [1122, 426, 1456, 459]
text-line: ଭୂଗୋଳ ଓ ଅର୍ଥନୀତି: [531, 836, 619, 851]
masthead: [40, 22, 1460, 167]
subject-heading: ଭୂଗୋଳ ଓ ଅର୍ଥନୀତି: [40, 1152, 384, 1172]
text-line: (B) କିଏ ଓ କେବେ ପୂର୍ବରେ ରେଳସଂଯୋଗ ଶୁରୁ ହୋଇଥିଲା ? |2: [402, 658, 673, 673]
text-line: କିମ୍ବା, ବନ୍ୟୁକ୍ ବ୍ୟବସ୍ଥା ଓ ଶ୍ରେଣୀ ବ୍ୟବସ୍ଥା: [402, 1156, 598, 1171]
text-line: କିମ୍ବା, ପ୍ରତ୍ୟକ୍ଷ ଗଣତନ୍ତ୍ର ନଗର ରାଜ୍ୟରେ କାହିଁକି ପ୍ରତ୍ୟକ୍ଷ ଗଣତନ୍ତ୍ର ଶାସନ ପ୍ରଚଳିତ ହୋଇଥିଲା ? ଭାରତରେ ପ୍ରତ୍ୟକ୍ଷ ଗଣତନ୍ତ୍ର ସମ୍ଭବ ନୁହେଁ କାହିଁକି ?: [402, 497, 733, 548]
text-line: (କ) ମୃତ ଉଦ୍ଭିଦ ଓ ପ୍ରାଣୀମାନଙ୍କର ଶରୀରକୁ ଖାଦ୍ୟ ଯୋଗାଇ କରି ବଞ୍ଚୁଥିବା ଜୀବ କିଏ ?: [40, 1673, 380, 1706]
text-line: (B) ମନୁଷ୍ୟ ଲିଖିତ ଧାତବ ରାଶି ପ୍ରସଙ୍ଗରେ ଉତ୍ତର ।: [1122, 1209, 1368, 1224]
text-line: (iii) ଗ୍ରାମାଞ୍ଚଳରେ ଜବାହର ରୋଜଗାର ଯୋଜନା ଆରମ୍ଭ କରାଯାଇଥିଲା ।: [1122, 996, 1438, 1011]
text-line: (ଙ) ପ୍ରାକିତ୍ରକ ଜେଲ୍ୟାର ଅଧିକ ଦେଖାଯାଉଥିବା ଅଞ୍ଚଳ ।: [40, 1762, 297, 1777]
text-line: ସମୟ: ୨ଘଣ୍ଟା ୩୦ ମିନିଟ୍ ପୂର୍ଣ୍ଣସଂଖ୍ୟା: ୧୦୦: [40, 231, 251, 245]
registration-mark: [1464, 1210, 1494, 1240]
text-line: (୧୯୪୮, ୧୯୫୧, ୧୯୫୦, ୧୯୬୧): [40, 1389, 173, 1403]
text-line: ୧୩. (A) (i) ମହାକାଶକୁ ପ୍ରେରଣ କରାଯାଇଥିବା ଭାରତରେ ପ୍ରସ୍ତୁତ ପ୍ରଥମ କୃତ୍ରିମ ଉପଗ୍ରହର ନାମ ଆର୍ଯ୍ୟଭଟ୍ଟ ।: [1122, 355, 1425, 388]
text-line: (D) (i) ନିଶ୍ଚୟୀକୃତ ଦ୍ରବ୍ୟ ଓ ଦୋହରା ଦ୍ରବ୍ୟ ମଧ୍ୟରେ ପାର୍ଥକ୍ୟ ।: [1122, 1512, 1423, 1527]
text-line: (ଗ) ୧୯୪୭ ରୁ ୧୯୬୪ ମସିହା ପର୍ଯ୍ୟନ୍ତ ସମୟକୁ ଭାରତରେ କେଉଁ ଯୁଗ ବୋଲି କୁହାଯାଏ ?: [40, 437, 370, 470]
text-line: (A) ମିଶନ୍ କ୍ଷଣ୍ଡିର ଉଦ୍ଦେଶ୍ୟ ଓ ପ୍ରଧାନ କାର୍ଯ୍ୟସୂଚିକ କ'ଣ ?: [40, 2000, 312, 2015]
text-line: (ii) ଏହି ଆଇନ ଅନୁସାରେ ଜମିଦାରମାନଙ୍କ ଅଧିକାରରେ ଥିବା ଜମି ସରକାରଙ୍କ ଅଧିକାରକୁ ଆସିଲା ଓ ସେମାନଙ୍କୁ କ୍ଷତିପୂରଣ ଦିଆଗଲା ।: [764, 1127, 1063, 1160]
text-line: (D) ପାର୍ଥକ୍ୟ ଦର୍ଶାଅ । |2: [402, 1263, 522, 1278]
students-exam-photo: [1230, 22, 1460, 167]
text-line: ନିଶ୍ଚୟୀକୃତ ଦ୍ରବ୍ୟ ଓ ଦୋହରା ଦ୍ରବ୍ୟ: [402, 1281, 571, 1296]
text-line: (ii) କର୍ଜନଙ୍କ ଗସ୍ତ ଫଳରେ ଓଡ଼ିଆ ଭାଷାଭାଷୀ ଅଞ୍ଚଳମାନଙ୍କୁ ଏକତ୍ରୀକରଣ ପାଇଁ ପ୍ରସ୍ତାବ ଆଗତ ହେଲା ।: [764, 1608, 1103, 1640]
text-line: କିମ୍ବା, ଆଗାମୀ ପାଣିପାଣିପାଗରେ ବ୍ୟାପକ ଉପାୟରେ କରାଯାଏ ।: [402, 1245, 688, 1260]
text-line: (iv) ବିପର୍ଯ୍ୟୟ ପରେ ପୁନର୍ନିର୍ମାଣ କାର୍ଯ୍ୟରେ ସହାୟତା ଦିଆଯାଏ ।: [764, 1287, 1045, 1302]
text-line: (ii) ସେହି ସମୟରେ ସରକାରୀ ସ୍ତରରେ ହସ୍ତତନ୍ତ ଓ ଖଦି ଶିଳ୍ପ ପ୍ରତିଷ୍ଠା ପାଇଁ ପଦକ୍ଷେପ ନିଆଯାଇଥିଲା ।: [764, 1341, 1091, 1373]
text-line: (କ) ଅନାବାଦୀ ଭୂମି (ଖ) କୃଷି: [40, 1424, 164, 1439]
text-line: (ii) ଚନ୍ଦନନଗର ପଶ୍ଚିମବଙ୍ଗରେ ଅବସ୍ଥିତ ଥିଲା ।: [1122, 658, 1330, 673]
text-line: (ଖ) ଜୀବଂଷ୍ଟ ରବିଫସଲ ଓଡ଼ିଶାର ଏକ ପ୍ରମୁଖ ଫସଲ ।: [40, 1531, 288, 1546]
text-line: କର୍ପୋଚ୍ କାର୍ଯ୍ୟ ପାର୍ଥ ଓ ଭାରତ ଜାତୀୟ ପାର୍ଟ: [402, 1138, 594, 1153]
text-line: ସଦସ୍ୟ - ଓ - ରିୟାସତ୍ ଖଳିଫା: [40, 1131, 174, 1146]
registration-mark: [1464, 34, 1494, 64]
text-line: ୫. 'କ' ସ୍ତମ୍ଭ ସହିତ 'ଖ' ସ୍ତମ୍ଭ ମିଳାନ କର । [୧×୫=୫: [40, 1025, 302, 1040]
text-line: 12. ସଂକ୍ଷେପରେ ଉତ୍ତର ଦିଅ । |3: [402, 302, 561, 317]
text-line: (ଘ) ଭାରତର ଗ୍ରାମାଞ୍ଚଳ ପାଇଁ ଦାରିଦ୍ର୍ୟ ମୂଲ୍ୟ ସୀମା ମାସିକ ଖର୍ଚ୍ଚ ସର୍ବନିମ୍ନ ________ ଟଙ୍କାକୁ ସ୍ଥିର କରାଯାଇଛି ।: [40, 1300, 372, 1332]
text-line: (B) କେବେ 'ଓଡ଼ିଶା ସରକାର ତଦନ୍ତ କମିଟି' ପୁନର୍ଗଠିତ ହୋଇଥିଲା ? ଏହା କିଏ ଏହାର ଅଧ୍ୟକ୍ଷ ଥିଲେ ? ଏହି କମିଟିର ସୁପାରିଶ ଏବଂ ସଫଳତା କ'ଣ ଥିଲା ?: [402, 391, 736, 423]
text-line: (ii) କୃତ୍ରିମ ଉପଗ୍ରହଗୁଡ଼ିକ ମୁଖ୍ୟତଃ ଯୋଗାଯୋଗ ଓ ପାଣିପାଗର ପୂର୍ବାନୁମାନ କ୍ଷେତ୍ରରେ ଉପଯୋଗୀ ହୋଇଛନ୍ତି ।: [1122, 391, 1414, 423]
india-outline-map: [764, 301, 1104, 631]
text-line: (ଖ) ବନ୍ଧନୀମଧ୍ୟରୁ ପ୍ରଦତ୍ତ ଯୋଡ଼ା ଶବ୍ଦ ଅନୁକ୍ରମ ଭିତ୍ତିରେ ତାହାର ପାର୍ଶ୍ୱରେ ଖାଲିସ୍ଥାନ ସମ୍ପର୍କରେ ଉପଯୁକ୍ତ ଶବ୍ଦ ଲେଖିଲେ ଉତ୍ତର ଯୋଡ଼ି ସ୍ଥାପନ କର । [୨: [40, 1833, 360, 1884]
text-line: ୯. (କ) ଅପଘଟକ (ଖ) ତୁର୍ଣ୍ଣୀଭୂତ ଭୂମି (ଗ) ଚିନାବାଦାମ (ଘ) ଖାଉଟି ସୁରକ୍ଷା (ଙ) ସହରାଞ୍ଚଳ: [764, 248, 1091, 281]
text-line: (B) (i) ଓଡ଼ିଶାର ପ୍ରଥମ ରେଳପଥ ୧୮୯୬ ମସିହାରେ ଆରମ୍ଭ ହୋଇଥିଲା ।: [1122, 480, 1446, 495]
text-line: (ii) ଏହି ସଭା ୨ ବର୍ଷ ୧୧ ମାସ ୧୮ ଦିନ କାର୍ଯ୍ୟ କରିଥିଲା ।: [764, 1679, 1006, 1694]
registration-mark: [6, 1210, 36, 1240]
column-3-top: [764, 230, 1106, 301]
text-line: (ii) ମୌଳିକ ଶିକ୍ଷା ବ୍ୟବସ୍ଥାକୁ କାର୍ଯ୍ୟକାରୀ କରିବା ପାଇଁ ୧୯୪୭-୪୮ ଶିକ୍ଷା ବର୍ଷରେ ଜାନୁଆରୀ ମାସରୁ ଅନେକ ବିଦ୍ୟାଳୟ ଖୋଲାଗଲା ।: [764, 931, 1106, 964]
text-line: (C) (i) ପର୍ତ୍ତୁଗୀଜମାନେ ୧୫୧୦ ଖ୍ରୀଷ୍ଟାବ୍ଦରେ ଗୋଆ ଅଧିକାର କରିଥିଲେ ।: [1122, 569, 1451, 584]
text-line: (ii) ଏହା ଉଷ୍ଣ ସମୁଦ୍ରରେ ଦେଖାଯାଏ ।: [1122, 1494, 1298, 1509]
text-line: ୧୨. (A) (i) ଦେଶୀୟାଣୀ ବିକାଶ ପାଇଁ ଓଡ଼ିଶା ସରକାର ୧୯୪୯-୫୦ ଆର୍ଥିକ ବର୍ଷରେ ୨୦ ଲକ୍ଷ ଟଙ୍କା ବ୍ୟୟ କରିଥିଲେ ।: [764, 1305, 1074, 1338]
text-line: ଜାତୀୟ ଯୋଜନା ଓ ଜନବିତ୍ତ କାର୍ଯ୍ୟ: [402, 1120, 561, 1135]
text-line: (ii) ୧୯୬୫ ମସିହାରେ ଏହି ପ୍ରକଳ୍ପ ଆରମ୍ଭ ହୋଇଥିଲା ।: [1122, 1423, 1373, 1438]
text-line: (iii) ଏହାଦ୍ୱାରା ବିଦେଶୀ ପୁଞ୍ଜି ନିବେଶ ବୃଦ୍ଧି ପାଇଲା ଓ ଶିଳ୍ପ କ୍ଷେତ୍ରରେ ପ୍ରତିଯୋଗିତା ବଢ଼ିଲା ।: [1122, 1281, 1440, 1313]
text-line: ୬. ଉପଯୁକ୍ତ ଶବ୍ଦ ବାଛି ଶୂନ୍ୟସ୍ଥାନ ପୂରଣ କର । [୧×୫=୫: [40, 1175, 300, 1190]
text-line: (କ) ଦାକ୍ଷିଣାତ୍ୟରେ ଭିନ୍ନ ସମୟରେ ପ୍ରଚଳିତ ସ୍ୱୟଂ ଚାଷ ପ୍ରଣାଳୀ ଦେଖାଯାଏ ।: [40, 1495, 340, 1528]
text-line: (ii) ଏହି କମିଶନ ୧୦+୨+୩ ଶିକ୍ଷା ବ୍ୟବସ୍ଥା ପ୍ରଚଳନ ପାଇଁ ସୁପାରିଶ କରିଥିଲେ ।: [764, 1447, 1105, 1480]
text-line: (B) (i) ୧୯୩୮ ମସିହାରେ ଓଡ଼ିଶା ସରକାର ତଦନ୍ତ କମିଟି ପୁନର୍ଗଠିତ ହୋଇଥିଲା ।: [764, 1483, 1099, 1516]
text-line: (iii) ଏଥିରେ ଡଃ ଭୀମରାଓ ଆମ୍ବେଦକର ମୁଖ୍ୟ ଭୂମିକା ଗ୍ରହଣ କରିଥିଲେ ।: [1122, 231, 1449, 245]
text-line: 13. ସଂକ୍ଷେପରେ ଉତ୍ତର ଲେଖ ।: [402, 551, 552, 566]
text-line: (ଗ) ଓଡ଼ିଶାରେ ପ୍ରଥମେ ________ ମସିହାରେ ଲୋକପାଳ ଗଠିତ ହୋଇଥିଲା ।: [40, 811, 373, 826]
text-line: କିମ୍ବା, ଜିଲ୍ଲା ବାଣିଜ୍ୟ ସଙ୍ଗଠନରେ କେଉଁ ସବୁ ପ୍ରକାର ଉଦ୍ୟୋଗ ସ୍ଥାପନ କରାଯାଇଛି, ସେଗୁଡ଼ିକୁ ଉଲ୍ଲେଖ କର ।: [402, 1067, 731, 1100]
text-line: କିମ୍ବା, ଚାଷୀମାନଙ୍କ ପାଇଁ କେବେ ଝାଡ଼ଖଣ୍ଡ ଉଠିଥିଲା ଏବଂ କେଉଁମାନେ ଏହାର ସୁବିଧା ଭୋଗୁଥିଲେ ?: [402, 800, 744, 833]
text-line: କିମ୍ବା, (i) ସ୍ୱାଧୀନତା ପରେ ପ୍ରାଥମିକ ଶିକ୍ଷାକୁ ସାର୍ବଜନୀନ କରିବା ପାଇଁ ପ୍ରଥମ ପଞ୍ଚବାର୍ଷିକ ଯୋଜନାରେ ଗୁରୁତ୍ୱ ଦିଆଯାଇଥିଲା ।: [764, 896, 1072, 928]
text-line: (ଖ) ଗର୍ଭାଶୟ ଦ୍ୱାରା ସୃଷ୍ଟ ହୋଇଥିବା ଭୂମି ।: [40, 1709, 237, 1724]
text-line: ୩. ନଜରଗାଡ଼ିମ: [40, 1816, 110, 1831]
student-head: [1368, 44, 1402, 80]
color-bar: C M Y K: [12, 1030, 24, 1082]
text-line: (ଖ) ଓଡ଼ିଶାର ________ ଠାରେ ବ୍ୟାଘ୍ର ପ୍ରକଳ୍ପ ରହିଛି ।: [40, 1228, 299, 1243]
text-line: ସମସ୍ତ ପ୍ରଶ୍ନ ବାଧ୍ୟତାମୂଳକ ।: [139, 284, 285, 299]
text-line: ଜାଲିଆନାୱାଲାବାଗ ହତ୍ୟାକାଣ୍ଡ ଡିଲକ ସ୍ୱରାଜ ପାର୍ଟି ଗଠନ: [40, 1060, 300, 1075]
text-line: କିମ୍ବା, ମୋଟ ଜାତୀୟ ଆୟ ଓ ମୁଣ୍ଡପିଛା ଆୟ: [402, 1298, 605, 1313]
registration-mark: [6, 34, 36, 64]
column-divider: [1114, 230, 1115, 2260]
text-line: ୧. କୋଙ୍କଣ ଦଳବଳ ଯୋଜନା ୨. ବିଜୟପୁର ଟ୍ରେନିଂଶର୍: [40, 1798, 285, 1813]
column-2: [402, 230, 748, 2260]
text-line: (ଙ) ଦକ୍ଷିଣ ଆଫ୍ରିକାର ________ କାରାଗାରରେ ଗାନ୍ଧିଜୀଙ୍କୁ ବନ୍ଦୀ କରି ରଖାଯାଇଥିଲା ।: [40, 847, 354, 879]
text-line: କିମ୍ବା, ଲର୍ଡ଼ କର୍ଜନଙ୍କ କିଏ ଓଡ଼ିଶା ଆସିଥିଲେ ? କର୍ଜନଙ୍କ ଗସ୍ତ ଫଳରେ ଓଡ଼ିଶାର କ'ଣ ଲାଭ ହେଲା ?: [402, 426, 722, 459]
text-line: (iv) ଏହା ମଧ୍ୟ ଋଣ ଯୋଗାଣ କରିବାର ବ୍ୟବସ୍ଥା କରିବା, ସ୍ୱୟଂ ସହାୟକ ଗୋଷ୍ଠୀ ଗୁଡ଼ିକୁ ବ୍ୟାଙ୍କ ସହିତ ଯୋଡ଼ିବା ଏହାର ଅନ୍ୟତମ ଉଦ୍ଦେଶ୍ୟ ।: [764, 860, 1082, 893]
text-line: କିମ୍ବା, (i) ଫରାସୀ ଶାସନାଧୀନ ଅଞ୍ଚଳଗୁଡ଼ିକ ପୁଡୁଚେରୀ, କାରାଇକାଲ ଓ ମାହେ ଭାରତର ଦକ୍ଷିଣ ଉପକୂଳରେ ଅବସ୍ଥିତ ଥିଲା ।: [1122, 622, 1450, 655]
text-line: କୋରାଲବୋଲ୍ ଜଳିଗୁଣ ଚଳନ କୁହାଯାଏ ।: [402, 1227, 581, 1242]
text-line: ୪. ଠିକ୍ ଉକ୍ତି ପାଇଁ (✓) ଓ ଭୁଲ ଉକ୍ତି ପାଇଁ (✗) ଚିହ୍ନଦିଆଯାଇଥିବା ବକ୍ସରେ ପୂରଣ । [୧×୫=୫: [40, 882, 352, 915]
